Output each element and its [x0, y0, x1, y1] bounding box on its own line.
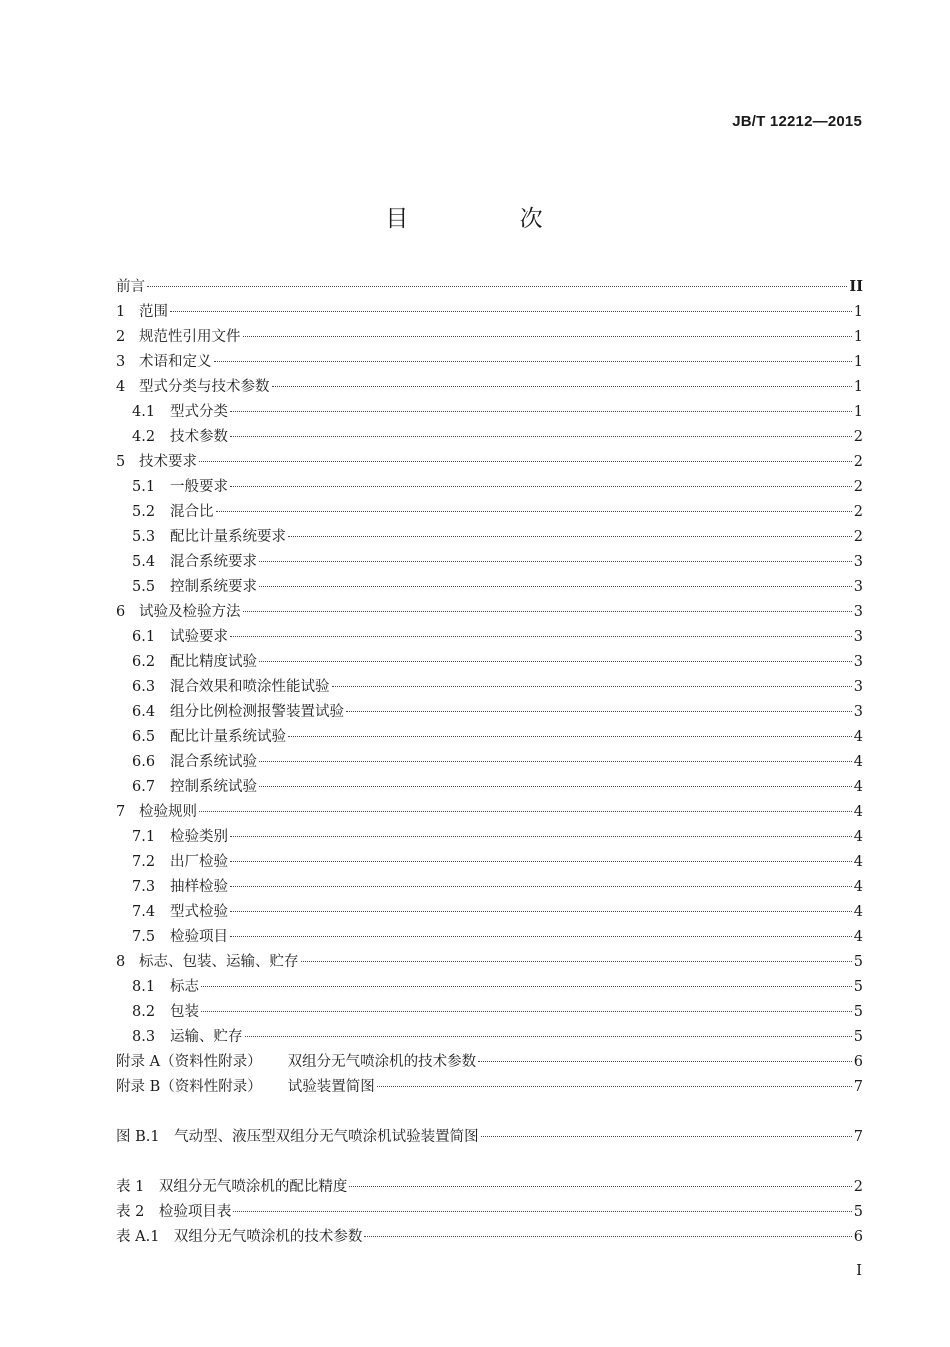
- toc-entry-number: 2: [116, 329, 126, 345]
- toc-entry-page: 7: [853, 1079, 863, 1095]
- toc-entry-label: 检验项目: [170, 929, 228, 945]
- toc-subsection-row[interactable]: [116, 577, 863, 602]
- toc-entry-label: 混合系统试验: [170, 754, 257, 770]
- dot-leader: [288, 736, 852, 737]
- dot-leader: [259, 761, 852, 762]
- dot-leader: [259, 661, 852, 662]
- toc-entry-page: 5: [853, 979, 863, 995]
- toc-entry-number: 4: [116, 379, 126, 395]
- toc-tables: [116, 1177, 863, 1252]
- toc-entry-page: 4: [853, 729, 863, 745]
- toc-appendix-row[interactable]: [116, 1077, 863, 1102]
- toc-entry-page: 4: [853, 829, 863, 845]
- toc-subsection-row[interactable]: [116, 902, 863, 927]
- toc-entry-label: 表 A.1 双组分无气喷涂机的技术参数: [116, 1229, 363, 1245]
- toc-entry-label: 试验要求: [170, 629, 228, 645]
- toc-section-row[interactable]: [116, 952, 863, 977]
- toc-entry-number: 6: [116, 604, 126, 620]
- toc-subsection-row[interactable]: [116, 402, 863, 427]
- dot-leader: [481, 1136, 852, 1137]
- toc-appendix-row[interactable]: [116, 1052, 863, 1077]
- toc-entry-label: 图 B.1 气动型、液压型双组分无气喷涂机试验装置简图: [116, 1129, 479, 1145]
- toc-sections: [116, 277, 863, 1052]
- toc-entry-page: 1: [853, 354, 863, 370]
- toc-figures: [116, 1127, 863, 1152]
- standard-number: JB/T 12212—2015: [732, 113, 862, 130]
- toc-entry-label: 混合效果和喷涂性能试验: [170, 679, 330, 695]
- toc-subsection-row[interactable]: [116, 627, 863, 652]
- appendix-title: 双组分无气喷涂机的技术参数: [287, 1054, 477, 1070]
- dot-leader: [259, 586, 852, 587]
- toc-entry-page: 4: [853, 904, 863, 920]
- toc-entry-page: 3: [853, 629, 863, 645]
- toc-entry-number: 1: [116, 304, 126, 320]
- toc-entry-label: 抽样检验: [170, 879, 228, 895]
- toc-entry-number: 6.4: [132, 704, 156, 720]
- dot-leader: [199, 811, 852, 812]
- toc-entry-label: 混合比: [170, 504, 214, 520]
- toc-entry-label: 检验类别: [170, 829, 228, 845]
- toc-appendices: [116, 1052, 863, 1102]
- toc-entry-page: 5: [853, 1029, 863, 1045]
- toc-table-row[interactable]: [116, 1177, 863, 1202]
- toc-subsection-row[interactable]: [116, 477, 863, 502]
- toc-entry-label: 配比精度试验: [170, 654, 257, 670]
- dot-leader: [201, 986, 852, 987]
- toc-entry-label: 包装: [170, 1004, 199, 1020]
- toc-section-row[interactable]: [116, 352, 863, 377]
- toc-subsection-row[interactable]: [116, 752, 863, 777]
- toc-entry-label: 表 1 双组分无气喷涂机的配比精度: [116, 1179, 348, 1195]
- dot-leader: [214, 361, 852, 362]
- toc-entry-page: 2: [853, 1179, 863, 1195]
- toc-entry-label: 附录 A（资料性附录）: [116, 1054, 262, 1070]
- toc-entry-page: 3: [853, 654, 863, 670]
- toc-figure-row[interactable]: [116, 1127, 863, 1152]
- toc-subsection-row[interactable]: [116, 1002, 863, 1027]
- toc-entry-number: 8: [116, 954, 126, 970]
- toc-entry-number: 7.3: [132, 879, 156, 895]
- dot-leader: [147, 286, 847, 287]
- dot-leader: [243, 611, 852, 612]
- toc-entry-number: 4.2: [132, 429, 156, 445]
- dot-leader: [230, 436, 852, 437]
- toc-entry-label: 配比计量系统试验: [170, 729, 286, 745]
- toc-entry-label: 一般要求: [170, 479, 228, 495]
- toc-entry-number: 6.3: [132, 679, 156, 695]
- toc-entry-number: 6.7: [132, 779, 156, 795]
- toc-entry-number: 5: [116, 454, 126, 470]
- toc-entry-label: 型式检验: [170, 904, 228, 920]
- toc-entry-number: 8.2: [132, 1004, 156, 1020]
- toc-entry-page: 2: [853, 529, 863, 545]
- page-title: 目 次: [385, 206, 595, 232]
- toc-entry-label: 标志、包装、运输、贮存: [139, 954, 299, 970]
- toc-entry-page: 4: [853, 779, 863, 795]
- toc-subsection-row[interactable]: [116, 827, 863, 852]
- toc-entry-label: 表 2 检验项目表: [116, 1204, 232, 1220]
- toc-entry-page: 6: [853, 1054, 863, 1070]
- toc-entry-number: 5.5: [132, 579, 156, 595]
- toc-entry-page: 3: [853, 604, 863, 620]
- toc-subsection-row[interactable]: [116, 877, 863, 902]
- toc-entry-label: 控制系统试验: [170, 779, 257, 795]
- toc-entry-number: 7.2: [132, 854, 156, 870]
- toc-entry-page: 4: [853, 754, 863, 770]
- dot-leader: [230, 411, 852, 412]
- dot-leader: [272, 386, 852, 387]
- toc-subsection-row[interactable]: [116, 652, 863, 677]
- toc-entry-page: 2: [853, 504, 863, 520]
- toc-entry-number: 7.5: [132, 929, 156, 945]
- toc-subsection-row[interactable]: [116, 977, 863, 1002]
- toc-entry-number: 6.6: [132, 754, 156, 770]
- dot-leader: [259, 786, 852, 787]
- dot-leader: [230, 886, 852, 887]
- toc-entry-number: 3: [116, 354, 126, 370]
- toc-section-row[interactable]: [116, 802, 863, 827]
- toc-entry-page: 4: [853, 854, 863, 870]
- toc-subsection-row[interactable]: [116, 702, 863, 727]
- toc-entry-page: 2: [853, 429, 863, 445]
- toc-entry-page: 1: [853, 404, 863, 420]
- toc-entry-label: 规范性引用文件: [139, 329, 241, 345]
- toc-entry-page: II: [849, 278, 863, 295]
- toc-entry-label: 运输、贮存: [170, 1029, 243, 1045]
- toc-entry-page: 1: [853, 379, 863, 395]
- toc-entry-label: 前言: [116, 279, 145, 295]
- dot-leader: [364, 1236, 851, 1237]
- toc-entry-number: 5.3: [132, 529, 156, 545]
- dot-leader: [201, 1011, 852, 1012]
- toc-entry-number: 7: [116, 804, 126, 820]
- dot-leader: [301, 961, 852, 962]
- toc-subsection-row[interactable]: [116, 677, 863, 702]
- toc-entry-label: 型式分类与技术参数: [139, 379, 270, 395]
- dot-leader: [170, 311, 852, 312]
- toc-entry-label: 标志: [170, 979, 199, 995]
- toc-entry-label: 技术参数: [170, 429, 228, 445]
- dot-leader: [259, 561, 852, 562]
- toc-entry-label: 出厂检验: [170, 854, 228, 870]
- toc-table-row[interactable]: [116, 1227, 863, 1252]
- toc-entry-number: 8.1: [132, 979, 156, 995]
- dot-leader: [233, 1211, 851, 1212]
- toc-entry-page: 5: [853, 954, 863, 970]
- toc-entry-page: 4: [853, 879, 863, 895]
- toc-subsection-row[interactable]: [116, 777, 863, 802]
- toc-section-row[interactable]: [116, 452, 863, 477]
- toc-entry-page: 1: [853, 304, 863, 320]
- toc-entry-number: 6.5: [132, 729, 156, 745]
- toc-entry-number: 6.1: [132, 629, 156, 645]
- toc-entry-page: 7: [853, 1129, 863, 1145]
- toc-entry-page: 5: [853, 1004, 863, 1020]
- appendix-title: 试验装置简图: [287, 1079, 375, 1095]
- toc-section-row[interactable]: [116, 377, 863, 402]
- dot-leader: [349, 1186, 851, 1187]
- toc-entry-number: 7.1: [132, 829, 156, 845]
- dot-leader: [230, 861, 852, 862]
- toc-section-row[interactable]: [116, 602, 863, 627]
- toc-entry-label: 检验规则: [139, 804, 197, 820]
- dot-leader: [230, 936, 852, 937]
- toc-entry-number: 5.1: [132, 479, 156, 495]
- dot-leader: [478, 1061, 852, 1062]
- toc-entry-label: 范围: [139, 304, 168, 320]
- table-of-contents: [116, 277, 863, 1252]
- dot-leader: [288, 536, 852, 537]
- toc-entry-page: 3: [853, 704, 863, 720]
- toc-section-row[interactable]: [116, 302, 863, 327]
- toc-entry-page: 2: [853, 479, 863, 495]
- toc-entry-page: 4: [853, 929, 863, 945]
- dot-leader: [230, 486, 852, 487]
- dot-leader: [332, 686, 852, 687]
- toc-section-row[interactable]: [116, 277, 863, 302]
- toc-entry-label: 附录 B（资料性附录）: [116, 1079, 262, 1095]
- toc-entry-label: 试验及检验方法: [139, 604, 241, 620]
- dot-leader: [346, 711, 852, 712]
- toc-entry-page: 4: [853, 804, 863, 820]
- toc-entry-number: 4.1: [132, 404, 156, 420]
- dot-leader: [245, 1036, 852, 1037]
- toc-subsection-row[interactable]: [116, 852, 863, 877]
- toc-subsection-row[interactable]: [116, 727, 863, 752]
- toc-entry-label: 技术要求: [139, 454, 197, 470]
- toc-entry-number: 8.3: [132, 1029, 156, 1045]
- dot-leader: [377, 1086, 852, 1087]
- toc-subsection-row[interactable]: [116, 927, 863, 952]
- toc-entry-label: 混合系统要求: [170, 554, 257, 570]
- toc-table-row[interactable]: [116, 1202, 863, 1227]
- dot-leader: [216, 511, 852, 512]
- dot-leader: [199, 461, 852, 462]
- toc-entry-label: 控制系统要求: [170, 579, 257, 595]
- toc-subsection-row[interactable]: [116, 527, 863, 552]
- toc-entry-label: 型式分类: [170, 404, 228, 420]
- dot-leader: [243, 336, 852, 337]
- toc-entry-number: 6.2: [132, 654, 156, 670]
- dot-leader: [230, 636, 852, 637]
- page-number: I: [856, 1261, 862, 1279]
- toc-entry-number: 5.4: [132, 554, 156, 570]
- toc-entry-number: 7.4: [132, 904, 156, 920]
- dot-leader: [230, 836, 852, 837]
- toc-entry-label: 组分比例检测报警装置试验: [170, 704, 344, 720]
- toc-entry-page: 1: [853, 329, 863, 345]
- dot-leader: [230, 911, 852, 912]
- toc-section-row[interactable]: [116, 327, 863, 352]
- toc-subsection-row[interactable]: [116, 1027, 863, 1052]
- toc-entry-label: 术语和定义: [139, 354, 212, 370]
- toc-entry-page: 3: [853, 679, 863, 695]
- toc-entry-page: 2: [853, 454, 863, 470]
- toc-entry-page: 3: [853, 554, 863, 570]
- toc-entry-number: 5.2: [132, 504, 156, 520]
- toc-entry-page: 5: [853, 1204, 863, 1220]
- toc-entry-page: 3: [853, 579, 863, 595]
- toc-subsection-row[interactable]: [116, 427, 863, 452]
- toc-subsection-row[interactable]: [116, 552, 863, 577]
- toc-entry-page: 6: [853, 1229, 863, 1245]
- toc-entry-label: 配比计量系统要求: [170, 529, 286, 545]
- toc-subsection-row[interactable]: [116, 502, 863, 527]
